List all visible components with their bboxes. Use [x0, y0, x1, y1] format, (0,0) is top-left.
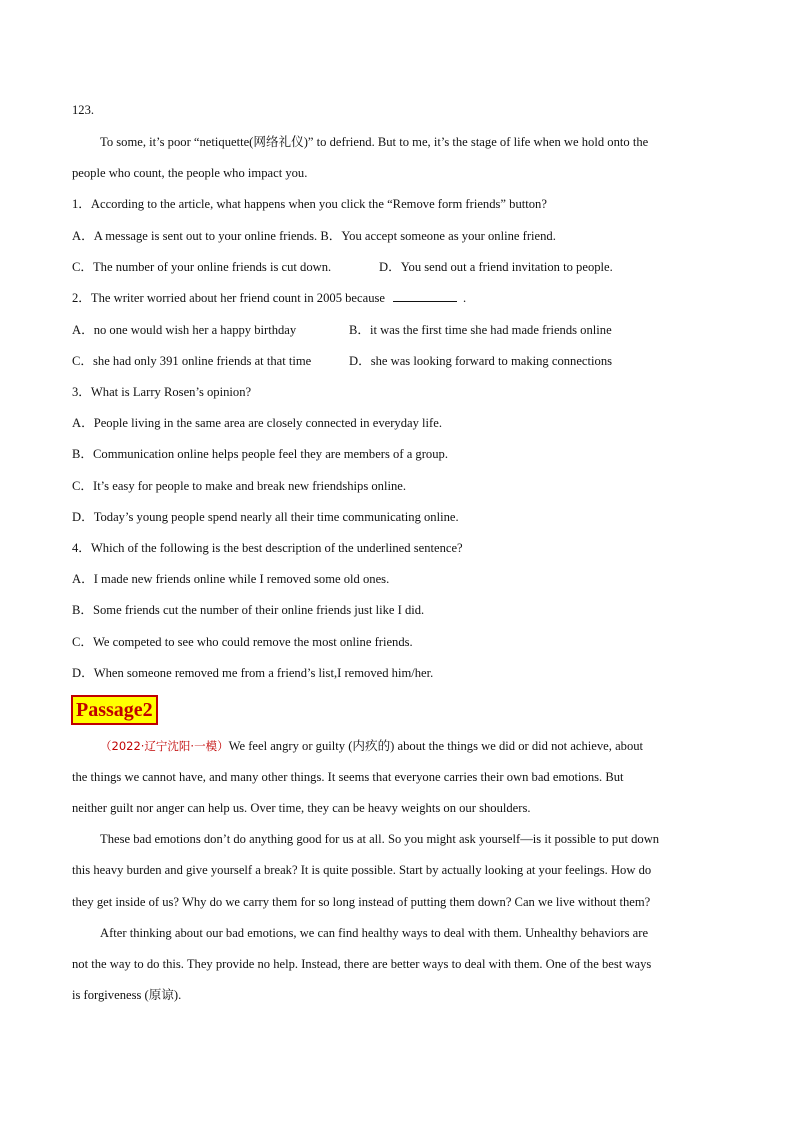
- passage2-line-2: the things we cannot have, and many other things. It seems that everyone carries their own bad emotions. But: [72, 770, 624, 784]
- question-1-option-d: D．You send out a friend invitation to people.: [379, 260, 613, 274]
- question-3-option-a: A．People living in the same area are closely connected in everyday life.: [72, 416, 442, 430]
- passage1-paragraph-line-2: people who count, the people who impact you.: [72, 166, 308, 180]
- question-3-option-c: C．It’s easy for people to make and break new friendships online.: [72, 479, 406, 493]
- passage2-line-1: [100, 738, 760, 754]
- passage2-heading: Passage2: [71, 695, 158, 725]
- question-4-option-c: C．We competed to see who could remove the most online friends.: [72, 635, 413, 649]
- question-4-option-b: B．Some friends cut the number of their online friends just like I did.: [72, 603, 425, 617]
- question-2-option-d: D．she was looking forward to making connections: [349, 354, 613, 368]
- question-2-stem: 2．The writer worried about her friend count in 2005 because: [72, 291, 385, 305]
- question-2-option-b: B．it was the first time she had made friends online: [349, 323, 612, 337]
- question-2-option-c: C．she had only 391 online friends at that time: [72, 354, 312, 368]
- passage2-line-9: is forgiveness (原谅).: [72, 988, 182, 1002]
- passage2-line-3: neither guilt nor anger can help us. Over time, they can be heavy weights on our shoulders.: [72, 801, 531, 815]
- question-3-option-d: D．Today’s young people spend nearly all their time communicating online.: [72, 510, 459, 524]
- passage2-line-1-text: We feel angry or guilty (内疚的) about the things we did or did not achieve, about: [228, 739, 644, 753]
- question-4-option-a: A．I made new friends online while I removed some old ones.: [72, 572, 390, 586]
- question-1-stem: 1．According to the article, what happens when you click the “Remove form friends” button?: [72, 197, 547, 211]
- question-2-option-a: A．no one would wish her a happy birthday: [72, 323, 297, 337]
- question-3-stem: 3．What is Larry Rosen’s opinion?: [72, 385, 252, 399]
- question-2-options-cd: [72, 353, 732, 369]
- question-2-options-ab: [72, 322, 732, 338]
- passage2-line-4: These bad emotions don’t do anything good for us at all. So you might ask yourself—is it possible to put down: [100, 832, 660, 846]
- question-2-stem-end: .: [463, 291, 467, 305]
- question-1-option-c: C．The number of your online friends is cut down.: [72, 260, 332, 274]
- passage2-line-6: they get inside of us? Why do we carry them for so long instead of putting them down? Can we live without them?: [72, 895, 651, 909]
- question-4-stem: 4．Which of the following is the best description of the underlined sentence?: [72, 541, 463, 555]
- question-3-option-b: B．Communication online helps people feel they are members of a group.: [72, 447, 448, 461]
- passage1-paragraph-line-1: To some, it’s poor “netiquette(网络礼仪)” to defriend. But to me, it’s the stage of life when we hold onto the: [100, 135, 649, 149]
- question-1-options-cd: [72, 259, 732, 275]
- page-number-text: 123.: [72, 103, 95, 117]
- question-2-stem-line: [72, 290, 732, 306]
- passage2-line-8: not the way to do this. They provide no help. Instead, there are better ways to deal with them. One of the best ways: [72, 957, 652, 971]
- passage2-line-5: this heavy burden and give yourself a break? It is quite possible. Start by actually looking at your feelings. How do: [72, 863, 652, 877]
- passage2-line-7: After thinking about our bad emotions, we can find healthy ways to deal with them. Unhealthy behaviors are: [100, 926, 649, 940]
- question-4-option-d: D．When someone removed me from a friend’s list,I removed him/her.: [72, 666, 434, 680]
- answer-blank: [393, 290, 457, 302]
- passage2-source: （2022·辽宁沈阳·一模）: [100, 739, 229, 753]
- question-1-options-ab: A．A message is sent out to your online friends. B．You accept someone as your online friend.: [72, 229, 556, 243]
